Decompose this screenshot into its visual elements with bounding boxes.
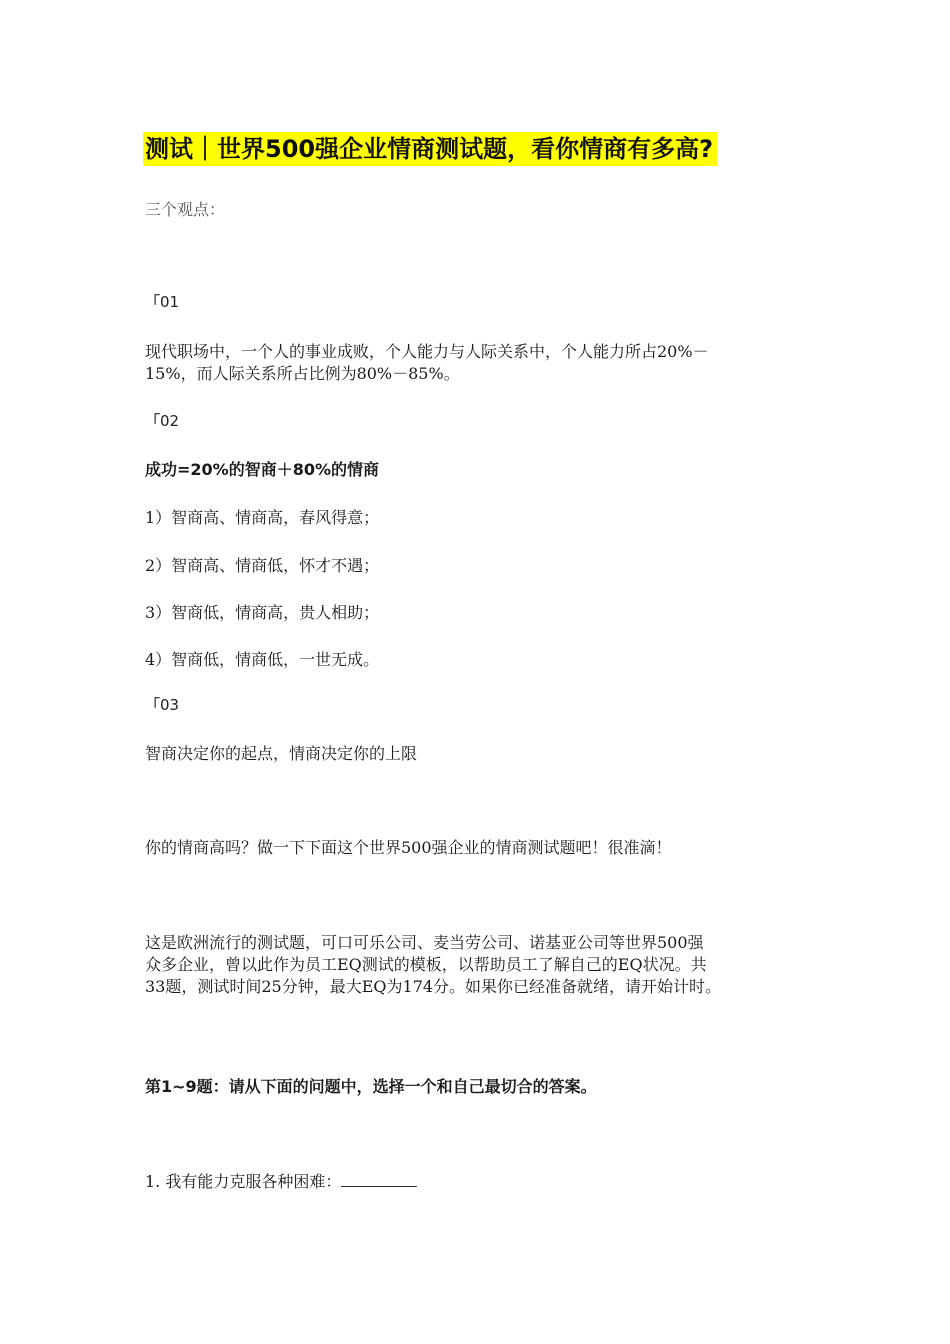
question-1: [145, 1171, 810, 1193]
point-01-marker: [145, 291, 810, 313]
list-item: 2）智商高、情商低，怀才不遇；: [145, 556, 380, 575]
point-number: 01: [160, 293, 180, 311]
point-03-text: 智商决定你的起点，情商决定你的上限: [145, 744, 418, 763]
section-heading: 第1~9题：请从下面的问题中，选择一个和自己最切合的答案。: [145, 1077, 597, 1096]
paragraph-line: 这是欧洲流行的测试题，可口可乐公司、麦当劳公司、诺基亚公司等世界500强: [145, 933, 704, 952]
point-02-heading: 成功=20%的智商＋80%的情商: [145, 460, 380, 479]
paragraph-line: 现代职场中，一个人的事业成败，个人能力与人际关系中，个人能力所占20%－: [145, 342, 709, 361]
answer-blank[interactable]: [341, 1172, 417, 1187]
bracket-glyph: 「: [145, 293, 161, 311]
list-item: 3）智商低，情商高，贵人相助；: [145, 603, 380, 622]
question-text: 1. 我有能力克服各种困难：: [145, 1172, 342, 1191]
point-number: 03: [160, 696, 180, 714]
point-number: 02: [160, 412, 180, 430]
paragraph-line: 15%，而人际关系所占比例为80%－85%。: [145, 364, 460, 383]
list-item: 4）智商低，情商低，一世无成。: [145, 650, 380, 669]
description-paragraph: [145, 932, 810, 998]
bracket-glyph: 「: [145, 696, 161, 714]
paragraph-line: 众多企业，曾以此作为员工EQ测试的模板，以帮助员工了解自己的EQ状况。共: [145, 955, 707, 974]
paragraph-line: 33题，测试时间25分钟，最大EQ为174分。如果你已经准备就绪，请开始计时。: [145, 977, 722, 996]
list-item: 1）智商高、情商高，春风得意；: [145, 508, 380, 527]
point-01-text: [145, 341, 810, 385]
prompt-paragraph: 你的情商高吗？做一下下面这个世界500强企业的情商测试题吧！很准滴！: [145, 838, 672, 857]
point-02-marker: [145, 410, 810, 432]
intro-label: 三个观点：: [145, 200, 226, 219]
page-title: 测试｜世界500强企业情商测试题，看你情商有多高?: [143, 132, 717, 166]
bracket-glyph: 「: [145, 412, 161, 430]
point-03-marker: [145, 694, 810, 716]
